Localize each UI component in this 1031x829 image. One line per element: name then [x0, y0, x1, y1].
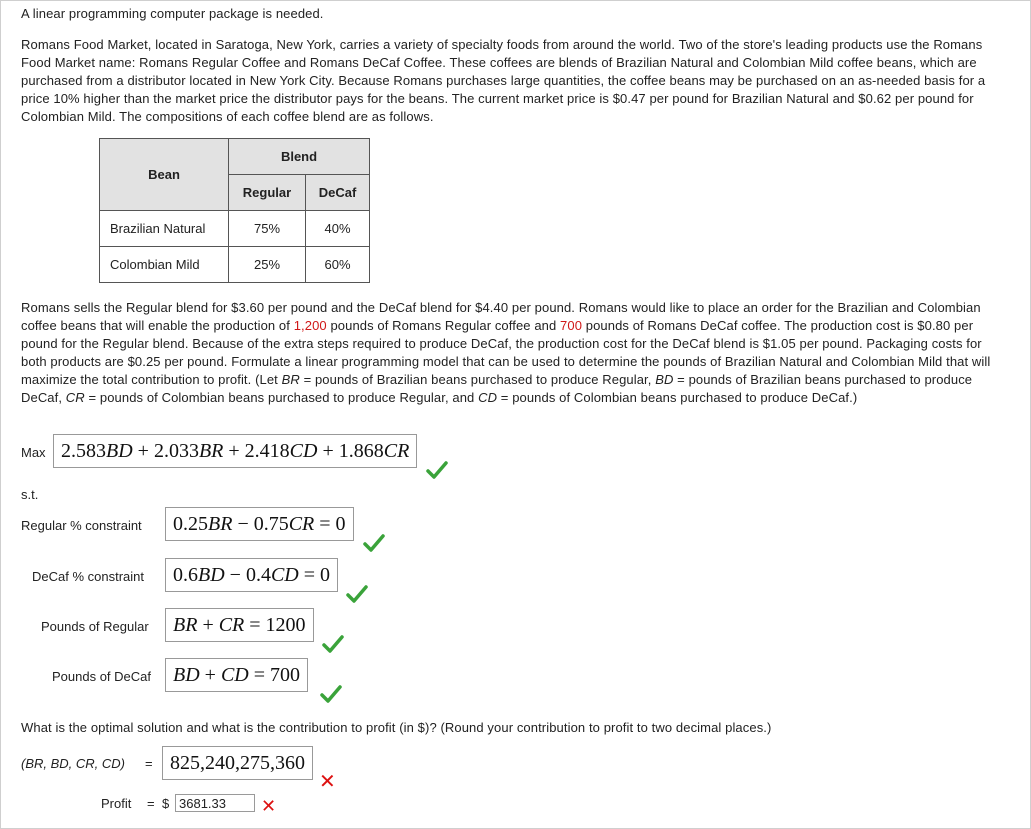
question-text: What is the optimal solution and what is the contribution to profit (in $)? (Round your contribution to profit to two decimal places.)	[21, 720, 772, 735]
bean-header: Bean	[100, 139, 229, 211]
bean-name: Colombian Mild	[100, 247, 229, 283]
solution-tuple-field[interactable]: 825,240,275,360	[162, 746, 313, 780]
constraint-label: Pounds of DeCaf	[52, 669, 152, 684]
profit-label: Profit	[101, 796, 132, 811]
objective-field[interactable]: 2.583BD + 2.033BR + 2.418CD + 1.868CR	[53, 434, 417, 468]
check-icon	[322, 635, 344, 653]
table-row	[100, 247, 370, 283]
profit-input[interactable]: 3681.33	[175, 794, 255, 812]
cross-icon: ✕	[319, 771, 336, 793]
decaf-pct: 60%	[306, 247, 370, 283]
equals-sign: =	[145, 756, 153, 771]
constraint-label: DeCaf % constraint	[32, 569, 144, 584]
regular-pct-constraint-field[interactable]: 0.25BR − 0.75CR = 0	[165, 507, 354, 541]
regular-pct: 25%	[229, 247, 306, 283]
decaf-header: DeCaf	[306, 175, 370, 211]
dollar-sign: $	[162, 796, 170, 811]
decaf-pounds-constraint-field[interactable]: BD + CD = 700	[165, 658, 308, 692]
decaf-pounds: 700	[560, 318, 583, 333]
blend-header: Blend	[229, 139, 370, 175]
blend-table	[99, 138, 370, 283]
header-note: A linear programming computer package is needed.	[21, 6, 324, 21]
check-icon	[346, 585, 368, 603]
cross-icon: ✕	[261, 796, 277, 816]
regular-pounds: 1,200	[293, 318, 327, 333]
regular-header: Regular	[229, 175, 306, 211]
equals-sign: =	[147, 796, 155, 811]
max-label: Max	[21, 445, 46, 460]
table-row	[100, 211, 370, 247]
regular-pounds-constraint-field[interactable]: BR + CR = 1200	[165, 608, 314, 642]
check-icon	[426, 461, 448, 479]
st-label: s.t.	[21, 487, 39, 502]
decaf-pct: 40%	[306, 211, 370, 247]
check-icon	[320, 685, 342, 703]
bean-name: Brazilian Natural	[100, 211, 229, 247]
problem-paragraph: Romans sells the Regular blend for $3.60 per pound and the DeCaf blend for $4.40 per pound. Romans would like to place an order for the Brazilian and Colombian coffee beans that will enable the production of 1,200 pounds of Romans Regular coffee and 700 pounds of Romans DeCaf coffee. The production cost is $0.80 per pound for the Regular blend. Because of the extra steps required to produce DeCaf, the production cost for the DeCaf blend is $1.05 per pound. Packaging costs for both products are $0.25 per pound. Formulate a linear programming model that can be used to determine the pounds of Brazilian Natural and Colombian Mild that will maximize the total contribution to profit. (Let BR = pounds of Brazilian beans purchased to produce Regular, BD = pounds of Brazilian beans purchased to produce DeCaf, CR = pounds of Colombian beans purchased to produce Regular, and CD = pounds of Colombian beans purchased to produce DeCaf.)	[21, 300, 991, 405]
check-icon	[363, 534, 385, 552]
constraint-label: Regular % constraint	[21, 518, 142, 533]
intro-paragraph: Romans Food Market, located in Saratoga, New York, carries a variety of specialty foods from around the world. Two of the store's leading products use the Romans Food Market name: Romans Regular Coffee and Romans DeCaf Coffee. These coffees are blends of Brazilian Natural and Colombian Mild coffee beans, which are purchased from a distributor located in New York City. Because Romans purchases large quantities, the coffee beans may be purchased on an as-needed basis for a price 10% higher than the market price the distributor pays for the beans. The current market price is $0.47 per pound for Brazilian Natural and $0.62 per pound for Colombian Mild. The compositions of each coffee blend are as follows.	[21, 37, 986, 124]
regular-pct: 75%	[229, 211, 306, 247]
constraint-label: Pounds of Regular	[41, 619, 149, 634]
solution-tuple-label: (BR, BD, CR, CD)	[21, 756, 125, 771]
decaf-pct-constraint-field[interactable]: 0.6BD − 0.4CD = 0	[165, 558, 338, 592]
